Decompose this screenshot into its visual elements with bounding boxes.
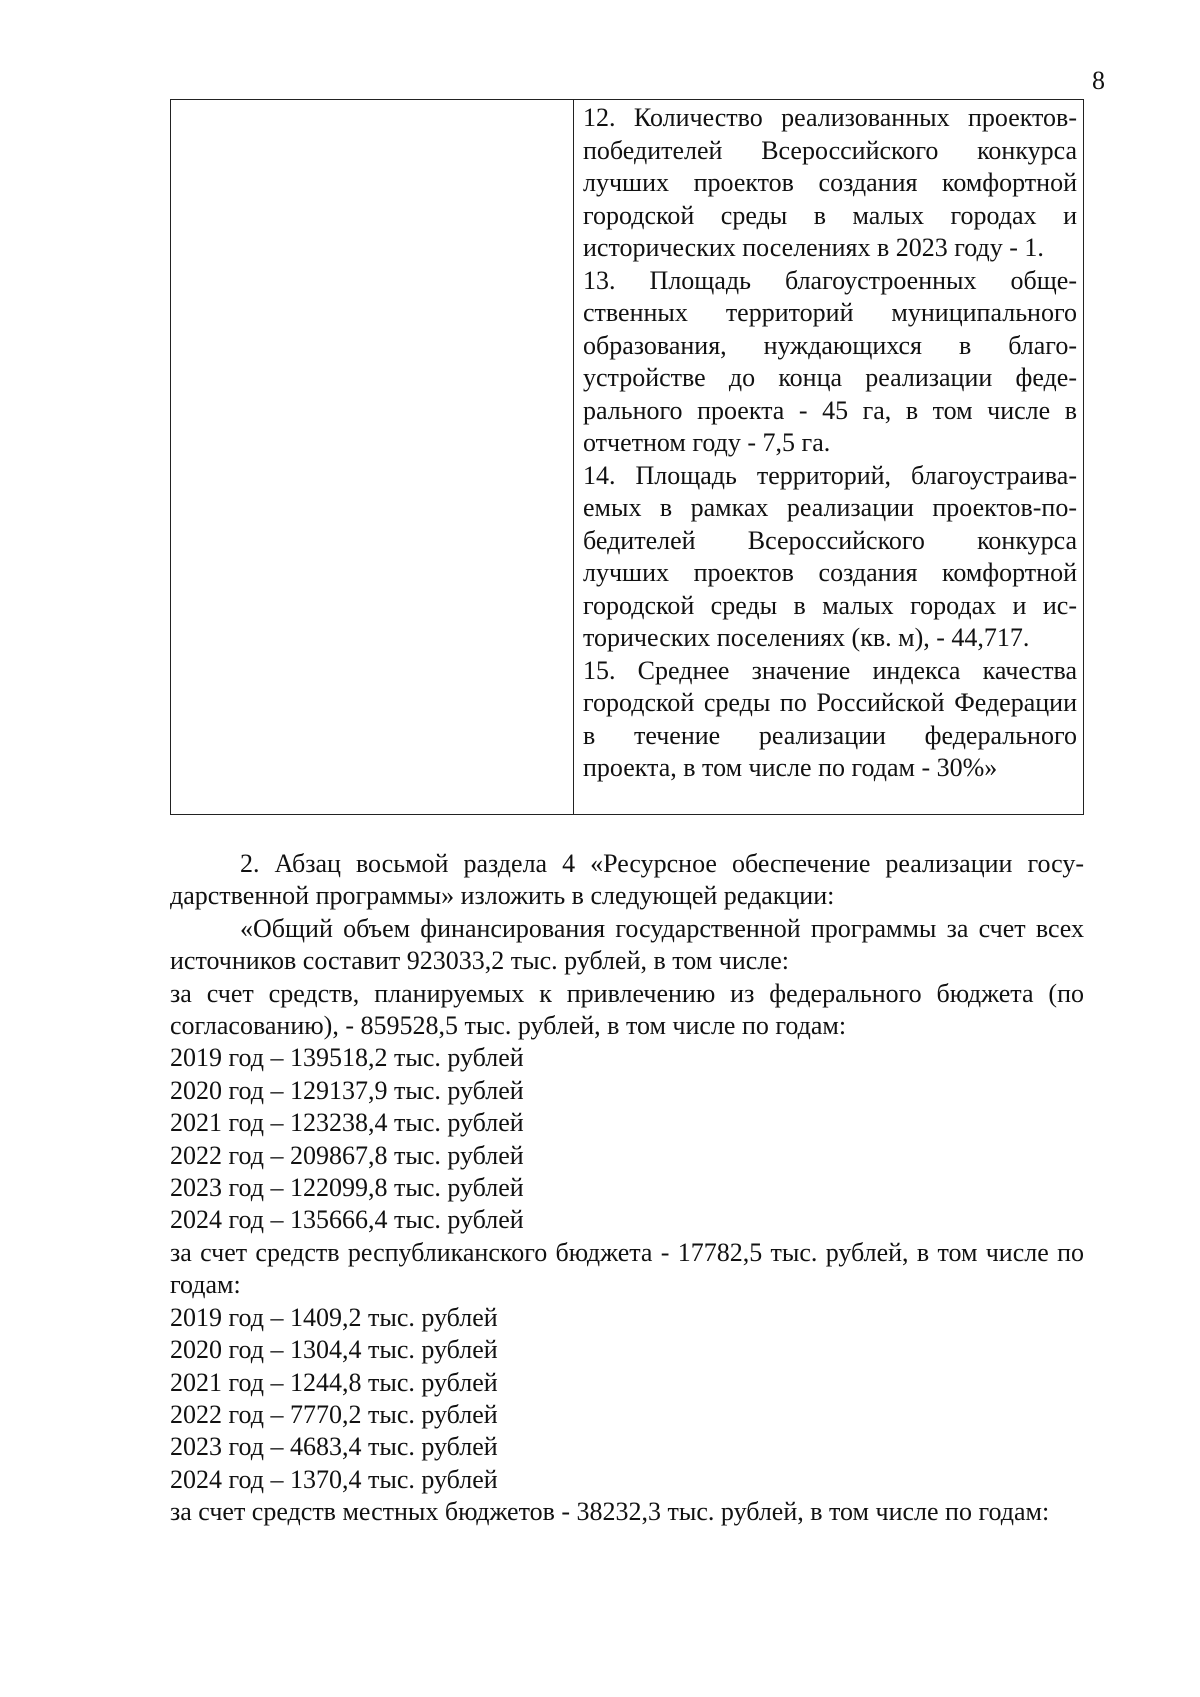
federal-year-line: 2020 год – 129137,9 тыс. рублей	[170, 1075, 524, 1105]
indicator-item-13: 13. Площадь благоустроенных общественных территорий муниципального образования, нуждающихся в благоустройстве до конца реализации федерального проекта - 45 га, в том числе в отчетном году - 7,5 га.	[583, 265, 1077, 457]
table-right-cell	[583, 102, 1077, 785]
republic-year-line: 2023 год – 4683,4 тыс. рублей	[170, 1432, 498, 1462]
paragraph-local-intro: за счет средств местных бюджетов - 38232,3 тыс. рублей, в том числе по годам:	[170, 1497, 1050, 1527]
paragraph-federal-intro: за счет средств, планируемых к привлечению из федерального бюджета (по согласованию), - 859528,5 тыс. рублей, в том числе по годам:	[170, 978, 1084, 1041]
paragraph-republic-intro: за счет средств республиканского бюджета - 17782,5 тыс. рублей, в том числе по годам:	[170, 1237, 1084, 1300]
document-body	[170, 848, 1084, 1529]
paragraph-total-funding: «Общий объем финансирования государственной программы за счет всех источников составит 923033,2 тыс. рублей, в том числе:	[170, 913, 1084, 976]
republic-year-line: 2020 год – 1304,4 тыс. рублей	[170, 1335, 498, 1365]
federal-year-line: 2021 год – 123238,4 тыс. рублей	[170, 1108, 524, 1138]
indicator-item-12: 12. Количество реализованных проектов-победителей Всероссийского конкурса лучших проектов создания комфортной городской среды в малых городах и исторических поселениях в 2023 году - 1.	[583, 103, 1077, 262]
federal-year-line: 2022 год – 209867,8 тыс. рублей	[170, 1140, 524, 1170]
federal-year-line: 2024 год – 135666,4 тыс. рублей	[170, 1205, 524, 1235]
republic-year-line: 2022 год – 7770,2 тыс. рублей	[170, 1399, 498, 1429]
republic-year-line: 2024 год – 1370,4 тыс. рублей	[170, 1464, 498, 1494]
indicator-item-15: 15. Среднее значение индекса качества городской среды по Российской Федерации в течение реализации федерального проекта, в том числе по годам - 30%»	[583, 655, 1077, 782]
republic-year-line: 2021 год – 1244,8 тыс. рублей	[170, 1367, 498, 1397]
page-number: 8	[1092, 66, 1105, 95]
paragraph-amendment: 2. Абзац восьмой раздела 4 «Ресурсное обеспечение реализации государственной программы» изложить в следующей редакции:	[170, 849, 1084, 911]
republic-year-line: 2019 год – 1409,2 тыс. рублей	[170, 1302, 498, 1332]
table-column-divider	[573, 100, 574, 814]
federal-year-line: 2019 год – 139518,2 тыс. рублей	[170, 1043, 524, 1073]
federal-year-line: 2023 год – 122099,8 тыс. рублей	[170, 1173, 524, 1203]
indicators-table	[170, 99, 1084, 815]
indicator-item-14: 14. Площадь территорий, благоустраиваемых в рамках реализации проектов-победителей Всероссийского конкурса лучших проектов создания комфортной городской среды в малых городах и исторических поселениях (кв. м), - 44,717.	[583, 460, 1077, 652]
